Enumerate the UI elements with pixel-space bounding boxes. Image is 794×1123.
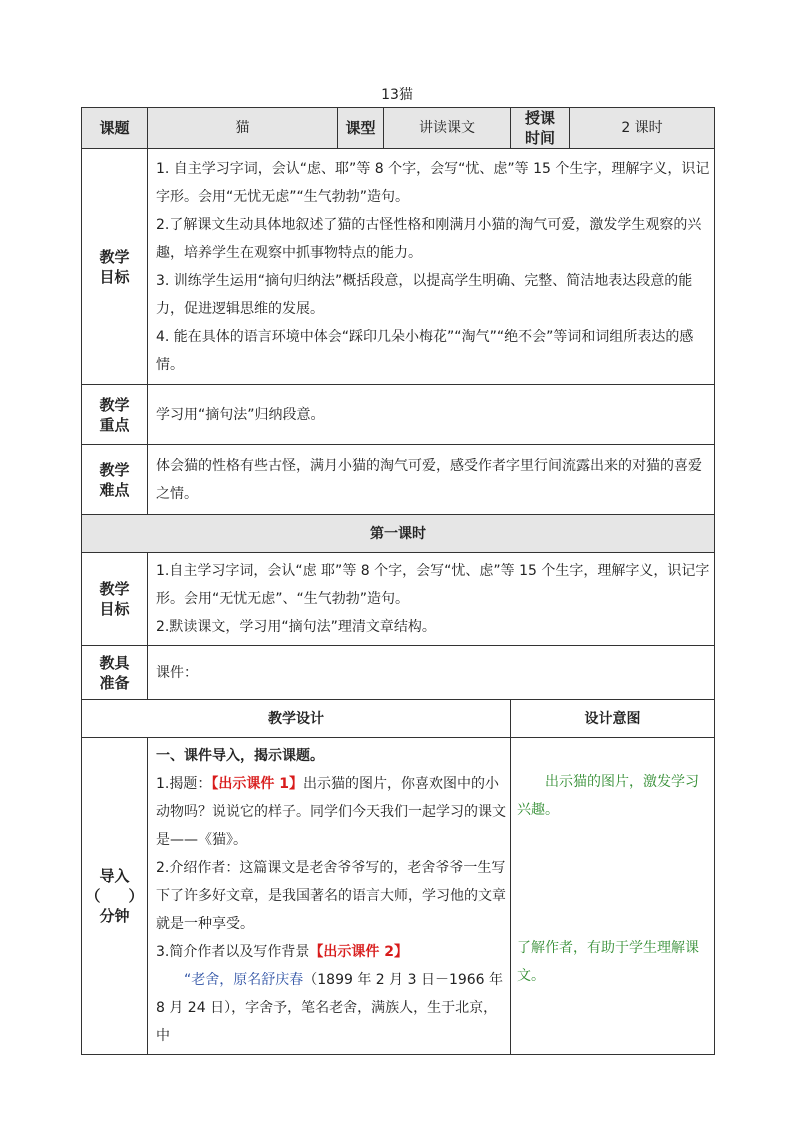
time-label xyxy=(511,108,570,149)
goals-content xyxy=(148,149,715,385)
intent-col-heading: 设计意图 xyxy=(511,700,715,738)
p1-text: 出示猫的图片，你喜欢图中的小动物吗？说说它的样子。同学们今天我们一起学习的课文是——《猫》。 xyxy=(156,776,506,848)
intro-row xyxy=(82,738,715,1055)
intro-content xyxy=(148,738,511,1055)
courseware-tag-1: 【出示课件 1】 xyxy=(211,776,303,792)
goal-item: 1. 自主学习字词，会认“虑、耶”等 8 个字，会写“忧、虑”等 15 个生字，理解字义，识记字形。会用“无忧无虑”“生气勃勃”造句。 xyxy=(156,160,710,205)
focus-label xyxy=(82,385,148,445)
type-label: 课型 xyxy=(338,108,384,149)
stage-label-close-paren: ） xyxy=(128,887,144,905)
prep-label-line2: 准备 xyxy=(99,673,130,692)
lesson1-goals-row xyxy=(82,553,715,646)
focus-row xyxy=(82,385,715,445)
goal-item: 2.了解课文生动具体地叙述了猫的古怪性格和刚满月小猫的淘气可爱，激发学生观察的兴趣，培养学生在观察中抓事物特点的能力。 xyxy=(156,216,702,261)
intro-heading: 一、课件导入，揭示课题。 xyxy=(156,748,324,764)
lesson1-section-title: 第一课时 xyxy=(82,515,715,553)
difficulty-content: 体会猫的性格有些古怪，满月小猫的淘气可爱，感受作者字里行间流露出来的对猫的喜爱之情。 xyxy=(148,445,715,515)
goal-item: 4. 能在具体的语言环境中体会“踩印几朵小梅花”“淘气”“绝不会”等词和词组所表达的感情。 xyxy=(156,328,694,373)
prep-label-line1: 教具 xyxy=(99,653,130,672)
lesson-plan-table xyxy=(81,107,715,1055)
stage-label-line1: 导入 xyxy=(99,867,130,885)
prep-label xyxy=(82,646,148,700)
p3-prefix: 3.简介作者以及写作背景 xyxy=(156,944,310,960)
goals-label-line1: 教学 xyxy=(99,247,130,266)
topic-label: 课题 xyxy=(82,108,148,149)
p1-prefix: 1.揭题： xyxy=(156,776,212,792)
intent-content xyxy=(511,738,715,1055)
goals-label xyxy=(82,149,148,385)
prep-content: 课件： xyxy=(148,646,715,700)
intro-paragraph-4 xyxy=(156,966,506,1050)
intro-paragraph-3 xyxy=(156,938,506,966)
time-label-line1: 授课 xyxy=(524,109,555,127)
focus-label-line1: 教学 xyxy=(99,395,130,414)
goals-label-line2: 目标 xyxy=(99,267,130,286)
difficulty-label xyxy=(82,445,148,515)
stage-label-line3: 分钟 xyxy=(99,907,130,925)
intro-stage-label xyxy=(82,738,148,1055)
intro-paragraph-1 xyxy=(156,770,506,854)
prep-row xyxy=(82,646,715,700)
lesson1-goals-label-line2: 目标 xyxy=(99,600,130,618)
difficulty-label-line1: 教学 xyxy=(99,460,130,479)
lesson1-goal-item: 2.默读课文，学习用“摘句法”理清文章结构。 xyxy=(156,619,436,635)
author-bio: （1899 年 2 月 3 日－1966 年 8 月 24 日），字舍予，笔名老舍，满族人，生于北京，中 xyxy=(156,972,504,1044)
difficulty-row xyxy=(82,445,715,515)
time-label-line2: 时间 xyxy=(524,129,555,147)
focus-content: 学习用“摘句法”归纳段意。 xyxy=(148,385,715,445)
intent-1: 出示猫的图片，激发学习兴趣。 xyxy=(517,774,699,818)
author-name-quote: “老舍，原名舒庆春 xyxy=(184,972,304,988)
focus-label-line2: 重点 xyxy=(99,415,130,434)
goals-row xyxy=(82,149,715,385)
type-value: 讲读课文 xyxy=(384,108,511,149)
stage-label-open-paren: （ xyxy=(85,887,101,905)
lesson1-goals-label xyxy=(82,553,148,646)
intro-paragraph-2: 2.介绍作者：这篇课文是老舍爷爷写的，老舍爷爷一生写下了许多好文章，是我国著名的语言大师，学习他的文章就是一种享受。 xyxy=(156,860,506,932)
lesson1-goals-content xyxy=(148,553,715,646)
hours-value: 2 课时 xyxy=(570,108,715,149)
document-title: 13猫 xyxy=(381,87,413,103)
lesson1-goals-label-line1: 教学 xyxy=(99,580,130,598)
header-row xyxy=(82,108,715,149)
lesson1-goal-item: 1.自主学习字词，会认“虑 耶”等 8 个字，会写“忧、虑”等 15 个生字，理解字义，识记字形。会用“无忧无虑”、“生气勃勃”造句。 xyxy=(156,563,710,607)
topic-value: 猫 xyxy=(148,108,338,149)
design-header-row xyxy=(82,700,715,738)
courseware-tag-2: 【出示课件 2】 xyxy=(309,944,408,960)
lesson1-section-row xyxy=(82,515,715,553)
difficulty-label-line2: 难点 xyxy=(99,480,130,499)
design-col-heading: 教学设计 xyxy=(82,700,511,738)
intent-2: 了解作者，有助于学生理解课文。 xyxy=(517,940,699,984)
goal-item: 3. 训练学生运用“摘句归纳法”概括段意，以提高学生明确、完整、简洁地表达段意的能力，促进逻辑思维的发展。 xyxy=(156,272,693,317)
